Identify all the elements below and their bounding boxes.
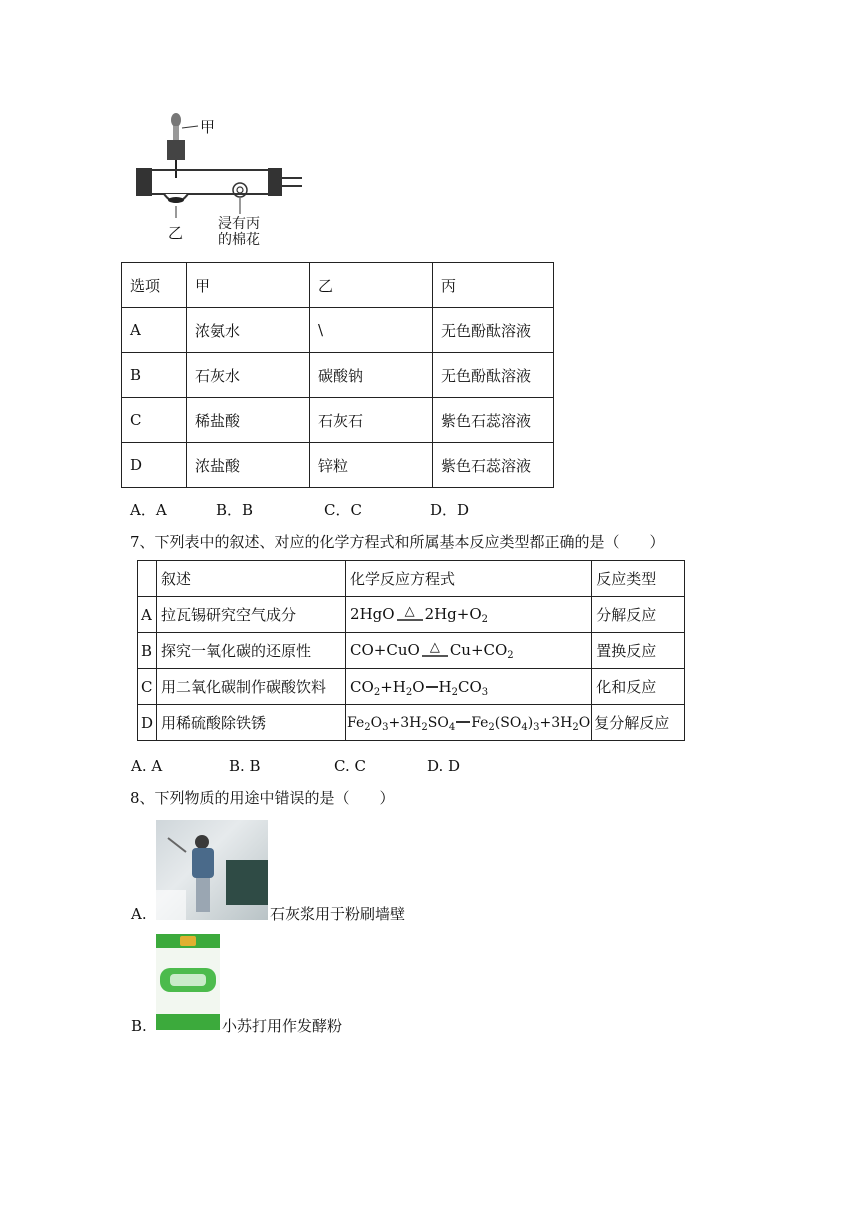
row-type: 化和反应 <box>592 669 685 705</box>
q8-option-b-letter: B. <box>131 1017 147 1035</box>
eq-part: CO <box>458 677 482 696</box>
condition-heat: △ <box>422 641 448 657</box>
row-letter: B <box>138 633 157 669</box>
row-type: 分解反应 <box>592 597 685 633</box>
q7-option-c: C. C <box>334 757 366 775</box>
q6-option-b: B．B <box>216 501 254 519</box>
subscript: 2 <box>451 686 458 698</box>
subscript: 2 <box>364 721 371 733</box>
q8-stem: 8、下列物质的用途中错误的是（ ） <box>130 789 395 807</box>
row-desc: 拉瓦锡研究空气成分 <box>157 597 346 633</box>
eq-part: O <box>370 714 383 731</box>
q6-table <box>121 262 554 488</box>
subscript: 3 <box>533 721 540 733</box>
eq-part: Fe <box>347 714 365 731</box>
eq-part: O <box>578 714 591 731</box>
label-yi: 乙 <box>168 224 184 242</box>
row-letter: C <box>138 669 157 705</box>
header-cell: 反应类型 <box>592 561 685 597</box>
row-desc: 探究一氧化碳的还原性 <box>157 633 346 669</box>
table-cell: 紫色石蕊溶液 <box>433 443 554 488</box>
header-cell: 乙 <box>310 263 433 308</box>
row-desc: 用稀硫酸除铁锈 <box>157 705 346 741</box>
equals-sign <box>426 686 438 688</box>
subscript: 2 <box>488 721 495 733</box>
table-row <box>122 353 554 398</box>
q8-option-b-text: 小苏打用作发酵粉 <box>222 1017 343 1035</box>
table-row <box>122 308 554 353</box>
label-bing-line1: 浸有丙 <box>218 216 260 232</box>
table-cell: 锌粒 <box>310 443 433 488</box>
subscript: 2 <box>405 686 413 698</box>
subscript: 2 <box>373 686 381 698</box>
subscript: 2 <box>421 721 428 733</box>
table-row <box>138 633 685 669</box>
eq-part: H <box>438 677 452 696</box>
baking-soda-package-photo <box>156 934 220 1030</box>
equation-b <box>346 633 592 669</box>
table-cell: D <box>122 443 187 488</box>
header-cell <box>138 561 157 597</box>
table-cell: 浓盐酸 <box>187 443 310 488</box>
subscript: 2 <box>507 649 514 661</box>
q7-stem: 7、下列表中的叙述、对应的化学方程式和所属基本反应类型都正确的是（ ） <box>130 533 665 551</box>
table-row <box>138 669 685 705</box>
wall-painting-photo <box>156 820 268 920</box>
table-row <box>138 705 685 741</box>
eq-part: Fe <box>471 714 489 731</box>
eq-a-left: 2HgO <box>350 604 395 623</box>
table-cell: A <box>122 308 187 353</box>
q7-option-a: A. A <box>131 757 163 775</box>
subscript: 2 <box>572 721 579 733</box>
header-cell: 叙述 <box>157 561 346 597</box>
condition-heat: △ <box>397 605 423 621</box>
table-cell: 浓氨水 <box>187 308 310 353</box>
table-cell: 稀盐酸 <box>187 398 310 443</box>
subscript: 2 <box>481 613 489 625</box>
eq-part: +3H <box>388 714 422 731</box>
label-jia: 甲 <box>200 118 216 136</box>
q6-option-a: A．A <box>130 501 167 519</box>
table-cell: \ <box>310 308 433 353</box>
eq-part: SO <box>427 714 449 731</box>
eq-part: O <box>412 677 425 696</box>
row-letter: D <box>138 705 157 741</box>
subscript: 4 <box>448 721 456 733</box>
subscript: 3 <box>382 721 389 733</box>
q8-option-a-letter: A. <box>131 905 147 923</box>
label-bing-line2: 的棉花 <box>218 232 260 248</box>
eq-b-right: Cu+CO <box>449 640 508 659</box>
table-cell: 紫色石蕊溶液 <box>433 398 554 443</box>
wall-painting-illustration <box>156 820 268 920</box>
row-letter: A <box>138 597 157 633</box>
equation-c <box>346 669 592 705</box>
header-cell: 甲 <box>187 263 310 308</box>
table-row <box>122 263 554 308</box>
table-cell: 无色酚酞溶液 <box>433 308 554 353</box>
eq-a-right: 2Hg+O <box>424 604 482 623</box>
subscript: 3 <box>481 686 489 698</box>
eq-part: CO <box>350 677 374 696</box>
q6-option-d: D．D <box>430 501 470 519</box>
eq-part: (SO <box>494 714 522 731</box>
q6-option-c: C．C <box>324 501 362 519</box>
equals-sign <box>456 721 470 723</box>
baking-soda-package-illustration <box>156 934 220 1030</box>
header-cell: 丙 <box>433 263 554 308</box>
equation-d <box>346 705 592 741</box>
table-row <box>138 597 685 633</box>
eq-part: +H <box>380 677 406 696</box>
eq-part: ) <box>527 714 534 731</box>
table-cell: C <box>122 398 187 443</box>
q8-option-a-text: 石灰浆用于粉刷墙壁 <box>270 905 406 923</box>
subscript: 4 <box>521 721 528 733</box>
row-desc: 用二氧化碳制作碳酸饮料 <box>157 669 346 705</box>
q7-table <box>137 560 685 741</box>
table-row <box>138 561 685 597</box>
eq-part: +3H <box>539 714 573 731</box>
table-cell: 碳酸钠 <box>310 353 433 398</box>
row-type: 复分解反应 <box>592 705 685 741</box>
row-type: 置换反应 <box>592 633 685 669</box>
header-cell: 化学反应方程式 <box>346 561 592 597</box>
table-row <box>122 398 554 443</box>
table-cell: 无色酚酞溶液 <box>433 353 554 398</box>
table-cell: B <box>122 353 187 398</box>
equation-a <box>346 597 592 633</box>
q7-option-d: D. D <box>427 757 461 775</box>
table-cell: 石灰水 <box>187 353 310 398</box>
table-row <box>122 443 554 488</box>
header-cell: 选项 <box>122 263 187 308</box>
q7-option-b: B. B <box>229 757 261 775</box>
eq-b-left: CO+CuO <box>350 640 420 659</box>
table-cell: 石灰石 <box>310 398 433 443</box>
